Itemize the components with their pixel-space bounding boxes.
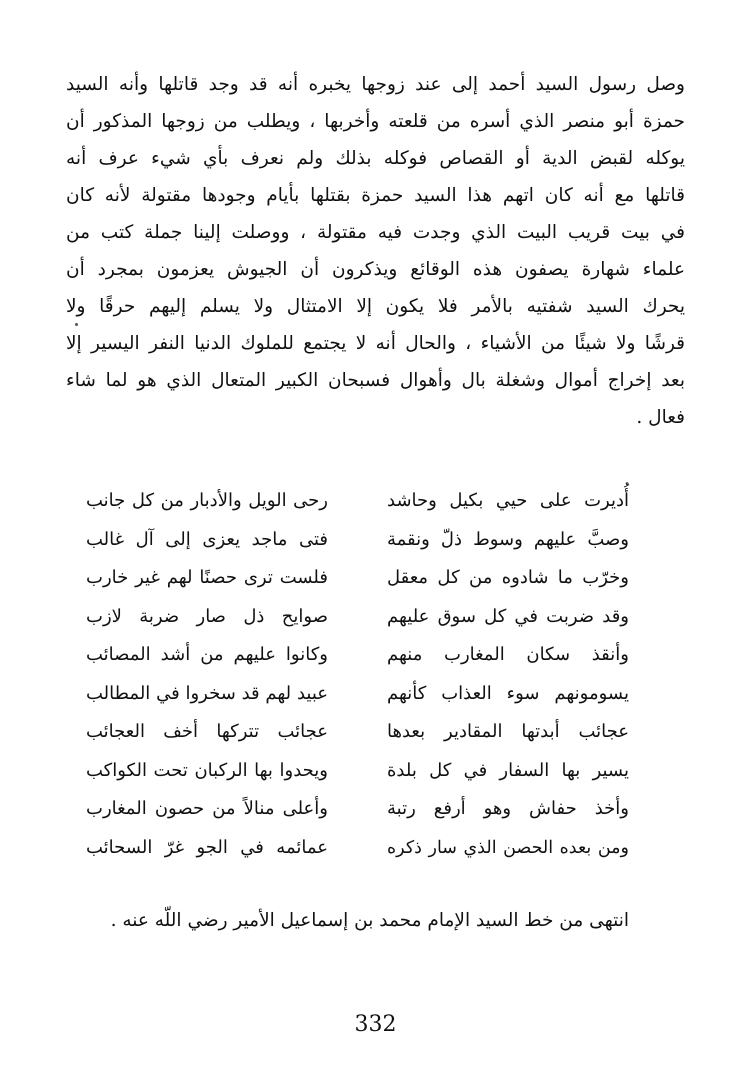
prose-paragraph xyxy=(66,66,685,436)
verse-second-hemistich: فلست ترى حصنًا لهم غير خارب xyxy=(86,567,328,588)
poem-verses xyxy=(86,482,629,867)
prose-line: قرشًا ولا شيئًا من الأشياء ، والحال أنه لا يجتمع للملوك الدنيا النفر اليسير إلا xyxy=(66,333,685,354)
verse-row xyxy=(86,713,629,752)
verse-second-hemistich: وكانوا عليهم من أشد المصائب xyxy=(86,644,328,665)
verse-second-hemistich: ويحدوا بها الركبان تحت الكواكب xyxy=(86,759,328,781)
prose-line: يوكله لقبض الدية أو القصاص فوكله بذلك ولم نعرف بأي شيء عرف أنه xyxy=(66,148,685,169)
verse-second-hemistich: فتى ماجد يعزى إلى آل غالب xyxy=(86,528,328,550)
prose-line: علماء شهارة يصفون هذه الوقائع ويذكرون أن الجيوش يعزمون بمجرد أن xyxy=(66,259,685,280)
verse-second-hemistich: عمائمه في الجو غرّ السحائب xyxy=(86,836,328,858)
verse-first-hemistich: يسومونهم سوء العذاب كأنهم xyxy=(387,682,629,704)
verse-first-hemistich: أُديرت على حيي بكيل وحاشد xyxy=(387,490,629,511)
verse-first-hemistich: وأخذ حفاش وهو أرفع رتبة xyxy=(387,798,629,819)
verse-first-hemistich: وقد ضربت في كل سوق عليهم xyxy=(387,605,629,627)
page-number: 332 xyxy=(354,1012,397,1037)
verse-row xyxy=(86,675,629,714)
prose-line: في بيت قريب البيت الذي وجدت فيه مقتولة ، ووصلت إلينا جملة كتب من xyxy=(66,222,685,243)
verse-first-hemistich: عجائب أبدتها المقادير بعدها xyxy=(387,721,629,742)
verse-row xyxy=(86,790,629,829)
prose-line: يحرك السيد شفتيه بالأمر فلا يكون إلا الامتثال ولا يسلم إليهم حرقًا ولا xyxy=(66,296,685,317)
verse-row xyxy=(86,752,629,791)
prose-line: وصل رسول السيد أحمد إلى عند زوجها يخبره أنه قد وجد قاتلها وأنه السيد xyxy=(66,74,685,95)
verse-first-hemistich: وخرّب ما شادوه من كل معقل xyxy=(387,567,629,588)
verse-first-hemistich: يسير بها السفار في كل بلدة xyxy=(387,759,629,781)
verse-first-hemistich: ومن بعده الحصن الذي سار ذكره xyxy=(387,837,629,858)
verse-second-hemistich: عجائب تتركها أخف العجائب xyxy=(86,721,328,742)
verse-second-hemistich: وأعلى منالاً من حصون المغارب xyxy=(86,798,328,819)
verse-row xyxy=(86,482,629,521)
verse-row xyxy=(86,598,629,637)
ink-speck xyxy=(75,323,78,326)
prose-line: قاتلها مع أنه كان اتهم هذا السيد حمزة بقتلها بأيام وجودها مقتولة لأنه كان xyxy=(66,185,685,206)
verse-second-hemistich: عبيد لهم قد سخروا في المطالب xyxy=(86,682,328,704)
verse-first-hemistich: وأنقذ سكان المغارب منهم xyxy=(387,644,629,665)
verse-second-hemistich: صوايح ذل صار ضربة لازب xyxy=(86,605,328,627)
prose-line: بعد إخراج أموال وشغلة بال وأهوال فسبحان الكبير المتعال الذي هو لما شاء xyxy=(66,370,685,391)
verse-row xyxy=(86,521,629,560)
verse-row xyxy=(86,559,629,598)
verse-second-hemistich: رحى الويل والأدبار من كل جانب xyxy=(86,490,328,511)
verse-row xyxy=(86,636,629,675)
prose-line-final: فعال . xyxy=(636,407,685,428)
prose-line: حمزة أبو منصر الذي أسره من قلعته وأخربها ، ويطلب من زوجها المذكور أن xyxy=(66,111,685,132)
closing-note: انتهى من خط السيد الإمام محمد بن إسماعيل الأمير رضي اللّه عنه . xyxy=(110,910,629,931)
verse-first-hemistich: وصبَّ عليهم وسوط ذلّ ونقمة xyxy=(387,528,629,550)
verse-row xyxy=(86,829,629,868)
